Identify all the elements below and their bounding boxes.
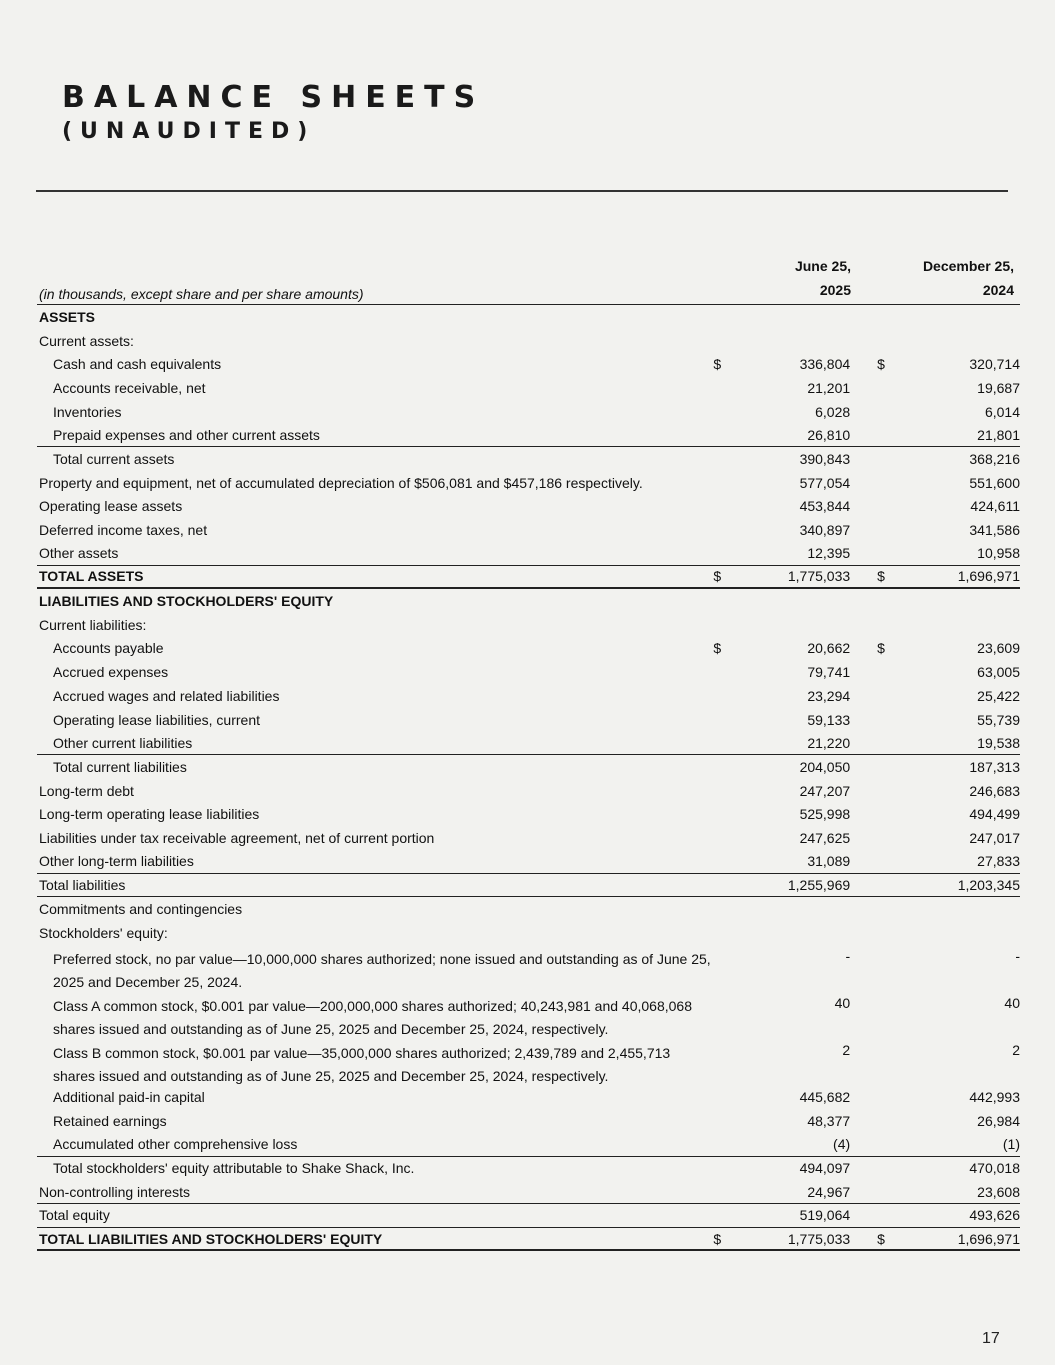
table-row bbox=[37, 660, 1020, 684]
value-june-2025: 59,133 bbox=[807, 711, 851, 728]
row-label: Total current liabilities bbox=[53, 758, 187, 775]
value-june-2025: 494,097 bbox=[799, 1160, 851, 1177]
value-dec-2024: 551,600 bbox=[969, 474, 1020, 491]
value-june-2025: 23,294 bbox=[807, 687, 851, 704]
value-dec-2024: 27,833 bbox=[977, 853, 1020, 870]
currency-symbol: $ bbox=[877, 1230, 885, 1247]
row-label: Operating lease assets bbox=[39, 498, 183, 515]
page-subtitle: (UNAUDITED) bbox=[62, 119, 316, 144]
table-row bbox=[37, 779, 1020, 803]
value-dec-2024: 23,609 bbox=[977, 640, 1020, 657]
row-label: Total current assets bbox=[53, 450, 175, 467]
row-label: Retained earnings bbox=[53, 1113, 167, 1130]
value-dec-2024: 63,005 bbox=[977, 664, 1020, 681]
row-label: Accounts payable bbox=[53, 640, 164, 657]
table-row bbox=[37, 471, 1020, 495]
value-dec-2024: 424,611 bbox=[970, 498, 1020, 515]
value-dec-2024: 341,586 bbox=[969, 522, 1020, 539]
value-dec-2024: 25,422 bbox=[977, 687, 1020, 704]
row-label: Accrued expenses bbox=[53, 664, 169, 681]
currency-symbol: $ bbox=[713, 356, 722, 373]
value-june-2025: 48,377 bbox=[807, 1113, 851, 1130]
value-june-2025: 445,682 bbox=[799, 1089, 851, 1106]
table-row bbox=[37, 945, 1020, 992]
row-label: Total liabilities bbox=[39, 876, 126, 893]
value-dec-2024: 368,216 bbox=[969, 450, 1020, 467]
table-row bbox=[37, 874, 1020, 898]
value-dec-2024: 470,018 bbox=[969, 1160, 1020, 1177]
value-dec-2024: 19,538 bbox=[977, 734, 1020, 751]
value-june-2025: 21,220 bbox=[807, 734, 851, 751]
table-row bbox=[37, 305, 1020, 329]
table-row bbox=[37, 589, 1020, 613]
row-label: Current assets: bbox=[39, 332, 134, 349]
value-dec-2024: 55,739 bbox=[977, 711, 1020, 728]
row-label: Property and equipment, net of accumulated depreciation of $506,081 and $457,186 respectively. bbox=[39, 474, 643, 491]
value-dec-2024: 21,801 bbox=[977, 426, 1020, 443]
row-label: LIABILITIES AND STOCKHOLDERS' EQUITY bbox=[39, 593, 334, 610]
table-row bbox=[37, 1204, 1020, 1228]
currency-symbol: $ bbox=[713, 1230, 722, 1247]
value-dec-2024: 6,014 bbox=[984, 403, 1020, 420]
value-june-2025: 2 bbox=[842, 1041, 851, 1058]
value-dec-2024: 2 bbox=[1012, 1041, 1020, 1058]
value-june-2025: 247,625 bbox=[799, 829, 851, 846]
row-label: Other long-term liabilities bbox=[39, 853, 194, 870]
row-label: Prepaid expenses and other current assets bbox=[53, 426, 320, 443]
row-label: Accrued wages and related liabilities bbox=[53, 687, 280, 704]
row-label: Additional paid-in capital bbox=[53, 1089, 205, 1106]
value-dec-2024: 493,626 bbox=[969, 1207, 1020, 1224]
table-row bbox=[37, 423, 1020, 447]
table-row bbox=[37, 921, 1020, 945]
value-dec-2024: 26,984 bbox=[977, 1113, 1020, 1130]
value-dec-2024: 23,608 bbox=[977, 1183, 1020, 1200]
page-title: BALANCE SHEETS bbox=[62, 80, 485, 115]
value-dec-2024: 247,017 bbox=[969, 829, 1020, 846]
row-label: Commitments and contingencies bbox=[39, 901, 243, 918]
page-number: 17 bbox=[982, 1330, 1000, 1347]
value-dec-2024: 1,203,345 bbox=[957, 876, 1020, 893]
row-label: Non-controlling interests bbox=[39, 1183, 190, 1200]
table-row bbox=[37, 850, 1020, 874]
currency-symbol: $ bbox=[877, 568, 885, 585]
value-dec-2024: - bbox=[1015, 947, 1020, 964]
currency-symbol: $ bbox=[713, 640, 722, 657]
table-row bbox=[37, 1039, 1020, 1086]
column-header-line: June 25, bbox=[794, 258, 851, 274]
value-dec-2024: 1,696,971 bbox=[957, 1230, 1020, 1247]
value-june-2025: 31,089 bbox=[807, 853, 851, 870]
table-row bbox=[37, 731, 1020, 755]
row-label: Total equity bbox=[39, 1207, 110, 1224]
table-row bbox=[37, 1180, 1020, 1204]
table-row bbox=[37, 495, 1020, 519]
row-label: Operating lease liabilities, current bbox=[53, 711, 260, 728]
row-label: Liabilities under tax receivable agreement, net of current portion bbox=[39, 829, 435, 846]
table-row bbox=[37, 1109, 1020, 1133]
table-row bbox=[37, 1086, 1020, 1110]
table-header bbox=[37, 256, 1020, 305]
table-row bbox=[37, 1228, 1020, 1252]
row-label: TOTAL ASSETS bbox=[39, 568, 144, 585]
value-june-2025: 79,741 bbox=[807, 664, 851, 681]
value-dec-2024: 494,499 bbox=[969, 806, 1020, 823]
value-dec-2024: 40 bbox=[1004, 994, 1020, 1011]
table-row bbox=[37, 518, 1020, 542]
value-june-2025: (4) bbox=[833, 1136, 851, 1153]
value-june-2025: 24,967 bbox=[807, 1183, 851, 1200]
table-row bbox=[37, 329, 1020, 353]
value-dec-2024: 442,993 bbox=[969, 1089, 1020, 1106]
value-june-2025: 390,843 bbox=[799, 450, 851, 467]
column-header-line: 2024 bbox=[982, 282, 1014, 298]
row-label: TOTAL LIABILITIES AND STOCKHOLDERS' EQUITY bbox=[39, 1230, 383, 1247]
value-june-2025: 1,775,033 bbox=[787, 1230, 851, 1247]
value-dec-2024: 1,696,971 bbox=[957, 568, 1020, 585]
value-june-2025: 519,064 bbox=[799, 1207, 851, 1224]
value-june-2025: - bbox=[845, 947, 851, 964]
row-label: Stockholders' equity: bbox=[39, 924, 168, 941]
value-june-2025: 6,028 bbox=[815, 403, 851, 420]
row-label: Current liabilities: bbox=[39, 616, 147, 633]
value-dec-2024: 187,313 bbox=[969, 758, 1020, 775]
value-june-2025: 12,395 bbox=[807, 545, 851, 562]
currency-symbol: $ bbox=[713, 568, 722, 585]
row-label: Total stockholders' equity attributable to Shake Shack, Inc. bbox=[53, 1160, 415, 1177]
table-row bbox=[37, 637, 1020, 661]
table-row bbox=[37, 613, 1020, 637]
title-divider bbox=[36, 190, 1008, 192]
table-row bbox=[37, 400, 1020, 424]
column-header-dec-2024 bbox=[892, 254, 1014, 302]
value-dec-2024: 320,714 bbox=[969, 356, 1020, 373]
row-label: Accounts receivable, net bbox=[53, 379, 206, 396]
column-header-june-2025 bbox=[742, 254, 851, 302]
table-row bbox=[37, 542, 1020, 566]
table-body bbox=[37, 305, 1020, 1251]
value-june-2025: 453,844 bbox=[799, 498, 851, 515]
column-header-line: 2025 bbox=[819, 282, 851, 298]
table-row bbox=[37, 1157, 1020, 1181]
balance-sheet-table bbox=[37, 256, 1020, 1251]
value-june-2025: 577,054 bbox=[799, 474, 851, 491]
table-row bbox=[37, 447, 1020, 471]
table-row bbox=[37, 826, 1020, 850]
table-row bbox=[37, 376, 1020, 400]
value-june-2025: 26,810 bbox=[807, 426, 851, 443]
value-june-2025: 21,201 bbox=[807, 379, 851, 396]
value-june-2025: 1,255,969 bbox=[787, 876, 851, 893]
table-row bbox=[37, 1133, 1020, 1157]
row-label: Long-term operating lease liabilities bbox=[39, 806, 260, 823]
value-june-2025: 40 bbox=[834, 994, 851, 1011]
row-label: Cash and cash equivalents bbox=[53, 356, 222, 373]
value-dec-2024: 19,687 bbox=[977, 379, 1020, 396]
value-dec-2024: 246,683 bbox=[969, 782, 1020, 799]
row-label: Class A common stock, $0.001 par value—200,000,000 shares authorized; 40,243,981 and 40,068,068 shares issued and outstanding as of June 25, 2025 and December 25, 2024, respectively. bbox=[53, 997, 692, 1037]
row-label: Deferred income taxes, net bbox=[39, 522, 208, 539]
row-label: Inventories bbox=[53, 403, 122, 420]
row-label: Other current liabilities bbox=[53, 734, 193, 751]
currency-symbol: $ bbox=[877, 356, 885, 373]
table-row bbox=[37, 708, 1020, 732]
value-dec-2024: (1) bbox=[1002, 1136, 1020, 1153]
column-header-line: December 25, bbox=[922, 258, 1014, 274]
row-label: Class B common stock, $0.001 par value—35,000,000 shares authorized; 2,439,789 and 2,455,713 shares issued and outstanding as of June 25, 2025 and December 25, 2024, respectively. bbox=[53, 1044, 671, 1084]
table-row bbox=[37, 352, 1020, 376]
row-label: Accumulated other comprehensive loss bbox=[53, 1136, 298, 1153]
value-june-2025: 247,207 bbox=[799, 782, 851, 799]
value-june-2025: 525,998 bbox=[799, 806, 851, 823]
value-dec-2024: 10,958 bbox=[977, 545, 1020, 562]
value-june-2025: 20,662 bbox=[807, 640, 851, 657]
row-label: Preferred stock, no par value—10,000,000 shares authorized; none issued and outstanding as of June 25, 2025 and December 25, 2024. bbox=[53, 950, 711, 990]
table-row bbox=[37, 684, 1020, 708]
row-label: Long-term debt bbox=[39, 782, 134, 799]
currency-symbol: $ bbox=[877, 640, 885, 657]
table-row bbox=[37, 992, 1020, 1039]
table-row bbox=[37, 566, 1020, 590]
value-june-2025: 204,050 bbox=[799, 758, 851, 775]
table-row bbox=[37, 755, 1020, 779]
row-label: Other assets bbox=[39, 545, 119, 562]
value-june-2025: 336,804 bbox=[799, 356, 851, 373]
table-row bbox=[37, 802, 1020, 826]
value-june-2025: 340,897 bbox=[799, 522, 851, 539]
row-label: ASSETS bbox=[39, 308, 96, 325]
table-row bbox=[37, 897, 1020, 921]
value-june-2025: 1,775,033 bbox=[787, 568, 851, 585]
unit-label: (in thousands, except share and per share amounts) bbox=[39, 286, 364, 302]
